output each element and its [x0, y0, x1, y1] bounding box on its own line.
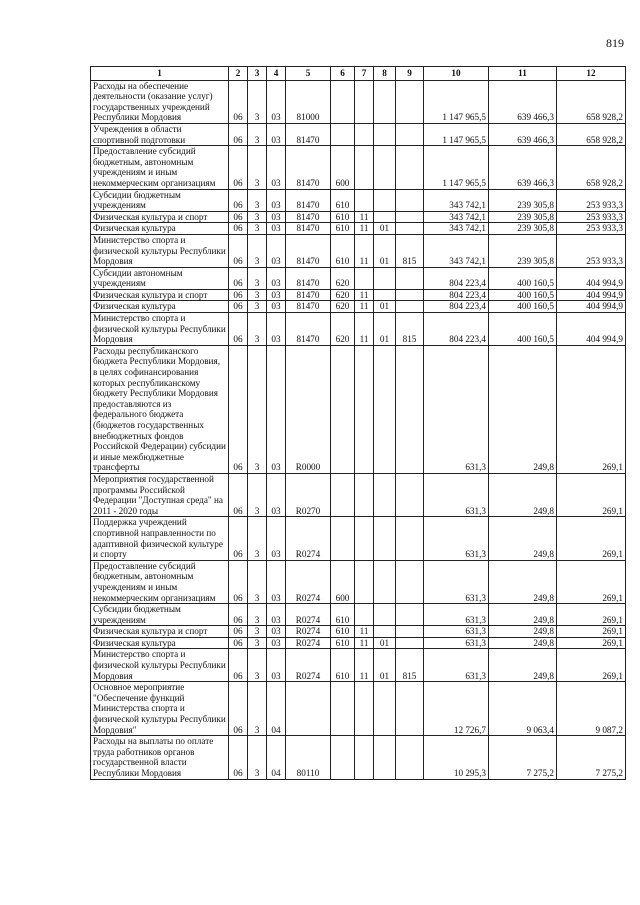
- program-code: 03: [267, 223, 286, 235]
- amount-2021: 404 994,9: [557, 289, 626, 301]
- division-code: 11: [355, 223, 374, 235]
- amount-2020: 239 305,8: [489, 234, 557, 267]
- section-code: 06: [229, 211, 248, 223]
- amount-2021: 404 994,9: [557, 301, 626, 313]
- subdivision-code: [374, 80, 396, 123]
- amount-2021: 658 928,2: [557, 123, 626, 145]
- subdivision-code: [374, 267, 396, 289]
- expense-type: [331, 736, 355, 779]
- expense-type: [331, 473, 355, 516]
- amount-2021: 253 933,3: [557, 211, 626, 223]
- amount-2019: 631,3: [424, 560, 489, 603]
- ministry-code: [396, 560, 424, 603]
- program-code: 03: [267, 189, 286, 211]
- expense-type: 610: [331, 626, 355, 638]
- division-code: [355, 146, 374, 189]
- amount-2021: 269,1: [557, 626, 626, 638]
- section-code: 06: [229, 736, 248, 779]
- amount-2019: 1 147 965,5: [424, 146, 489, 189]
- page-number: 819: [606, 36, 624, 50]
- ministry-code: [396, 637, 424, 649]
- subdivision-code: [374, 473, 396, 516]
- subsection-code: 3: [248, 123, 267, 145]
- subsection-code: 3: [248, 626, 267, 638]
- amount-2020: 249,8: [489, 604, 557, 626]
- item-name: Субсидии бюджетным учреждениям: [91, 604, 229, 626]
- amount-2019: 631,3: [424, 626, 489, 638]
- program-code: 04: [267, 736, 286, 779]
- subsection-code: 3: [248, 604, 267, 626]
- division-code: [355, 267, 374, 289]
- section-code: 06: [229, 80, 248, 123]
- subdivision-code: [374, 211, 396, 223]
- item-name: Физическая культура и спорт: [91, 289, 229, 301]
- amount-2020: 639 466,3: [489, 146, 557, 189]
- division-code: 11: [355, 301, 374, 313]
- program-code: 03: [267, 123, 286, 145]
- amount-2019: 343 742,1: [424, 234, 489, 267]
- expense-type: 620: [331, 267, 355, 289]
- amount-2021: 404 994,9: [557, 313, 626, 346]
- amount-2021: 658 928,2: [557, 146, 626, 189]
- program-code: 03: [267, 626, 286, 638]
- table-row: [91, 649, 626, 682]
- target-code: 81470: [286, 289, 331, 301]
- target-code: 81470: [286, 211, 331, 223]
- ministry-code: [396, 682, 424, 736]
- table-row: [91, 313, 626, 346]
- budget-table: [90, 66, 626, 780]
- amount-2021: 253 933,3: [557, 189, 626, 211]
- ministry-code: 815: [396, 313, 424, 346]
- division-code: 11: [355, 637, 374, 649]
- program-code: 03: [267, 313, 286, 346]
- section-code: 06: [229, 345, 248, 473]
- table-row: [91, 604, 626, 626]
- amount-2020: 249,8: [489, 517, 557, 560]
- division-code: [355, 517, 374, 560]
- target-code: 80110: [286, 736, 331, 779]
- subsection-code: 3: [248, 649, 267, 682]
- amount-2019: 12 726,7: [424, 682, 489, 736]
- amount-2019: 631,3: [424, 604, 489, 626]
- expense-type: 610: [331, 637, 355, 649]
- item-name: Физическая культура и спорт: [91, 211, 229, 223]
- amount-2021: 269,1: [557, 649, 626, 682]
- amount-2021: 269,1: [557, 604, 626, 626]
- item-name: Основное мероприятие "Обеспечение функций Министерства спорта и физической культуры Республики Мордовия": [91, 682, 229, 736]
- division-code: 11: [355, 626, 374, 638]
- section-code: 06: [229, 604, 248, 626]
- expense-type: 620: [331, 301, 355, 313]
- subdivision-code: [374, 146, 396, 189]
- table-row: [91, 223, 626, 235]
- column-header-3: 3: [248, 67, 267, 81]
- subdivision-code: [374, 736, 396, 779]
- item-name: Физическая культура: [91, 301, 229, 313]
- item-name: Предоставление субсидий бюджетным, автономным учреждениям и иным некоммерческим организациям: [91, 560, 229, 603]
- item-name: Субсидии бюджетным учреждениям: [91, 189, 229, 211]
- subsection-code: 3: [248, 267, 267, 289]
- division-code: [355, 80, 374, 123]
- subdivision-code: 01: [374, 313, 396, 346]
- expense-type: [331, 123, 355, 145]
- subdivision-code: [374, 123, 396, 145]
- program-code: 03: [267, 560, 286, 603]
- ministry-code: [396, 517, 424, 560]
- subdivision-code: [374, 604, 396, 626]
- section-code: 06: [229, 223, 248, 235]
- section-code: 06: [229, 189, 248, 211]
- subsection-code: 3: [248, 189, 267, 211]
- section-code: 06: [229, 301, 248, 313]
- division-code: [355, 682, 374, 736]
- column-header-9: 9: [396, 67, 424, 81]
- program-code: 03: [267, 80, 286, 123]
- expense-type: 600: [331, 146, 355, 189]
- table-row: [91, 345, 626, 473]
- subsection-code: 3: [248, 301, 267, 313]
- column-header-5: 5: [286, 67, 331, 81]
- amount-2020: 239 305,8: [489, 189, 557, 211]
- amount-2019: 631,3: [424, 517, 489, 560]
- item-name: Субсидии автономным учреждениям: [91, 267, 229, 289]
- ministry-code: 815: [396, 234, 424, 267]
- amount-2020: 249,8: [489, 560, 557, 603]
- ministry-code: [396, 146, 424, 189]
- amount-2019: 1 147 965,5: [424, 80, 489, 123]
- column-header-10: 10: [424, 67, 489, 81]
- amount-2021: 9 087,2: [557, 682, 626, 736]
- item-name: Физическая культура и спорт: [91, 626, 229, 638]
- subdivision-code: 01: [374, 301, 396, 313]
- subsection-code: 3: [248, 560, 267, 603]
- division-code: 11: [355, 313, 374, 346]
- expense-type: 610: [331, 649, 355, 682]
- program-code: 03: [267, 345, 286, 473]
- amount-2021: 269,1: [557, 345, 626, 473]
- amount-2021: 658 928,2: [557, 80, 626, 123]
- ministry-code: [396, 123, 424, 145]
- target-code: R0270: [286, 473, 331, 516]
- ministry-code: [396, 345, 424, 473]
- item-name: Физическая культура: [91, 637, 229, 649]
- amount-2019: 804 223,4: [424, 313, 489, 346]
- expense-type: 610: [331, 189, 355, 211]
- amount-2019: 804 223,4: [424, 267, 489, 289]
- column-header-6: 6: [331, 67, 355, 81]
- program-code: 03: [267, 146, 286, 189]
- ministry-code: [396, 267, 424, 289]
- item-name: Расходы республиканского бюджета Республики Мордовия, в целях софинансирования которых республиканскому бюджету Республики Мордовия предоставляются из федерального бюджета (бюджетов государственных внебюджетных фондов Российской Федерации) субсидии и иные межбюджетные трансферты: [91, 345, 229, 473]
- subsection-code: 3: [248, 637, 267, 649]
- item-name: Расходы на выплаты по оплате труда работников органов государственной власти Республики Мордовия: [91, 736, 229, 779]
- section-code: 06: [229, 123, 248, 145]
- section-code: 06: [229, 289, 248, 301]
- subsection-code: 3: [248, 80, 267, 123]
- subsection-code: 3: [248, 223, 267, 235]
- subdivision-code: 01: [374, 649, 396, 682]
- program-code: 04: [267, 682, 286, 736]
- item-name: Поддержка учреждений спортивной направленности по адаптивной физической культуре и спорту: [91, 517, 229, 560]
- section-code: 06: [229, 649, 248, 682]
- column-header-11: 11: [489, 67, 557, 81]
- table-row: [91, 267, 626, 289]
- amount-2019: 343 742,1: [424, 223, 489, 235]
- program-code: 03: [267, 267, 286, 289]
- subsection-code: 3: [248, 313, 267, 346]
- target-code: 81470: [286, 146, 331, 189]
- amount-2019: 1 147 965,5: [424, 123, 489, 145]
- subsection-code: 3: [248, 345, 267, 473]
- section-code: 06: [229, 637, 248, 649]
- expense-type: 610: [331, 604, 355, 626]
- subsection-code: 3: [248, 682, 267, 736]
- program-code: 03: [267, 301, 286, 313]
- amount-2019: 631,3: [424, 649, 489, 682]
- amount-2021: 269,1: [557, 637, 626, 649]
- target-code: [286, 682, 331, 736]
- subdivision-code: [374, 682, 396, 736]
- expense-type: [331, 80, 355, 123]
- amount-2019: 631,3: [424, 345, 489, 473]
- subdivision-code: [374, 189, 396, 211]
- amount-2021: 253 933,3: [557, 234, 626, 267]
- item-name: Министерство спорта и физической культуры Республики Мордовия: [91, 313, 229, 346]
- amount-2021: 269,1: [557, 560, 626, 603]
- subdivision-code: [374, 345, 396, 473]
- target-code: 81470: [286, 189, 331, 211]
- subsection-code: 3: [248, 289, 267, 301]
- ministry-code: 815: [396, 649, 424, 682]
- division-code: [355, 560, 374, 603]
- ministry-code: [396, 626, 424, 638]
- subsection-code: 3: [248, 473, 267, 516]
- amount-2020: 239 305,8: [489, 223, 557, 235]
- section-code: 06: [229, 313, 248, 346]
- item-name: Предоставление субсидий бюджетным, автономным учреждениям и иным некоммерческим организациям: [91, 146, 229, 189]
- amount-2021: 253 933,3: [557, 223, 626, 235]
- column-header-12: 12: [557, 67, 626, 81]
- division-code: [355, 736, 374, 779]
- amount-2020: 249,8: [489, 473, 557, 516]
- division-code: 11: [355, 234, 374, 267]
- amount-2021: 404 994,9: [557, 267, 626, 289]
- table-row: [91, 736, 626, 779]
- column-header-8: 8: [374, 67, 396, 81]
- ministry-code: [396, 223, 424, 235]
- item-name: Министерство спорта и физической культуры Республики Мордовия: [91, 649, 229, 682]
- program-code: 03: [267, 289, 286, 301]
- target-code: R0274: [286, 517, 331, 560]
- ministry-code: [396, 189, 424, 211]
- target-code: 81470: [286, 123, 331, 145]
- subdivision-code: 01: [374, 637, 396, 649]
- expense-type: 610: [331, 211, 355, 223]
- target-code: R0274: [286, 637, 331, 649]
- amount-2020: 239 305,8: [489, 211, 557, 223]
- expense-type: [331, 517, 355, 560]
- expense-type: 620: [331, 289, 355, 301]
- table-row: [91, 234, 626, 267]
- table-row: [91, 682, 626, 736]
- target-code: R0274: [286, 626, 331, 638]
- amount-2021: 269,1: [557, 473, 626, 516]
- column-header-1: 1: [91, 67, 229, 81]
- section-code: 06: [229, 517, 248, 560]
- section-code: 06: [229, 682, 248, 736]
- program-code: 03: [267, 517, 286, 560]
- amount-2019: 804 223,4: [424, 289, 489, 301]
- amount-2019: 804 223,4: [424, 301, 489, 313]
- table-body: [91, 80, 626, 779]
- table-row: [91, 189, 626, 211]
- program-code: 03: [267, 637, 286, 649]
- target-code: R0274: [286, 604, 331, 626]
- amount-2020: 249,8: [489, 649, 557, 682]
- subdivision-code: [374, 517, 396, 560]
- division-code: 11: [355, 649, 374, 682]
- column-header-7: 7: [355, 67, 374, 81]
- item-name: Министерство спорта и физической культуры Республики Мордовия: [91, 234, 229, 267]
- target-code: 81000: [286, 80, 331, 123]
- division-code: [355, 604, 374, 626]
- section-code: 06: [229, 234, 248, 267]
- ministry-code: [396, 211, 424, 223]
- table-row: [91, 123, 626, 145]
- table-row: [91, 560, 626, 603]
- ministry-code: [396, 604, 424, 626]
- subsection-code: 3: [248, 517, 267, 560]
- division-code: [355, 189, 374, 211]
- ministry-code: [396, 289, 424, 301]
- expense-type: 610: [331, 234, 355, 267]
- subsection-code: 3: [248, 211, 267, 223]
- amount-2020: 400 160,5: [489, 267, 557, 289]
- ministry-code: [396, 473, 424, 516]
- division-code: 11: [355, 289, 374, 301]
- subdivision-code: [374, 289, 396, 301]
- amount-2019: 343 742,1: [424, 211, 489, 223]
- subdivision-code: [374, 626, 396, 638]
- amount-2020: 639 466,3: [489, 80, 557, 123]
- amount-2019: 631,3: [424, 637, 489, 649]
- table-row: [91, 517, 626, 560]
- section-code: 06: [229, 267, 248, 289]
- target-code: 81470: [286, 313, 331, 346]
- item-name: Расходы на обеспечение деятельности (оказание услуг) государственных учреждений Республики Мордовия: [91, 80, 229, 123]
- target-code: 81470: [286, 223, 331, 235]
- subsection-code: 3: [248, 736, 267, 779]
- amount-2020: 249,8: [489, 626, 557, 638]
- program-code: 03: [267, 604, 286, 626]
- ministry-code: [396, 80, 424, 123]
- table-row: [91, 146, 626, 189]
- ministry-code: [396, 736, 424, 779]
- amount-2020: 9 063,4: [489, 682, 557, 736]
- amount-2020: 639 466,3: [489, 123, 557, 145]
- target-code: 81470: [286, 267, 331, 289]
- program-code: 03: [267, 649, 286, 682]
- amount-2021: 7 275,2: [557, 736, 626, 779]
- expense-type: 610: [331, 223, 355, 235]
- target-code: R0000: [286, 345, 331, 473]
- target-code: R0274: [286, 649, 331, 682]
- expense-type: 600: [331, 560, 355, 603]
- section-code: 06: [229, 473, 248, 516]
- table-row: [91, 626, 626, 638]
- item-name: Мероприятия государственной программы Российской Федерации "Доступная среда" на 2011 - 2020 годы: [91, 473, 229, 516]
- division-code: 11: [355, 211, 374, 223]
- amount-2021: 269,1: [557, 517, 626, 560]
- subsection-code: 3: [248, 234, 267, 267]
- column-header-4: 4: [267, 67, 286, 81]
- amount-2020: 400 160,5: [489, 301, 557, 313]
- program-code: 03: [267, 234, 286, 267]
- amount-2020: 400 160,5: [489, 289, 557, 301]
- section-code: 06: [229, 560, 248, 603]
- table-row: [91, 289, 626, 301]
- expense-type: [331, 345, 355, 473]
- target-code: 81470: [286, 234, 331, 267]
- target-code: R0274: [286, 560, 331, 603]
- item-name: Учреждения в области спортивной подготовки: [91, 123, 229, 145]
- subdivision-code: 01: [374, 223, 396, 235]
- subsection-code: 3: [248, 146, 267, 189]
- column-header-2: 2: [229, 67, 248, 81]
- division-code: [355, 473, 374, 516]
- table-row: [91, 80, 626, 123]
- program-code: 03: [267, 211, 286, 223]
- amount-2020: 400 160,5: [489, 313, 557, 346]
- amount-2020: 249,8: [489, 345, 557, 473]
- table-row: [91, 473, 626, 516]
- table-row: [91, 211, 626, 223]
- expense-type: [331, 682, 355, 736]
- program-code: 03: [267, 473, 286, 516]
- subdivision-code: 01: [374, 234, 396, 267]
- section-code: 06: [229, 626, 248, 638]
- ministry-code: [396, 301, 424, 313]
- subdivision-code: [374, 560, 396, 603]
- table-row: [91, 637, 626, 649]
- amount-2019: 10 295,3: [424, 736, 489, 779]
- amount-2020: 249,8: [489, 637, 557, 649]
- amount-2019: 343 742,1: [424, 189, 489, 211]
- section-code: 06: [229, 146, 248, 189]
- header-row: [91, 67, 626, 81]
- division-code: [355, 123, 374, 145]
- division-code: [355, 345, 374, 473]
- amount-2020: 7 275,2: [489, 736, 557, 779]
- item-name: Физическая культура: [91, 223, 229, 235]
- table-row: [91, 301, 626, 313]
- amount-2019: 631,3: [424, 473, 489, 516]
- expense-type: 620: [331, 313, 355, 346]
- target-code: 81470: [286, 301, 331, 313]
